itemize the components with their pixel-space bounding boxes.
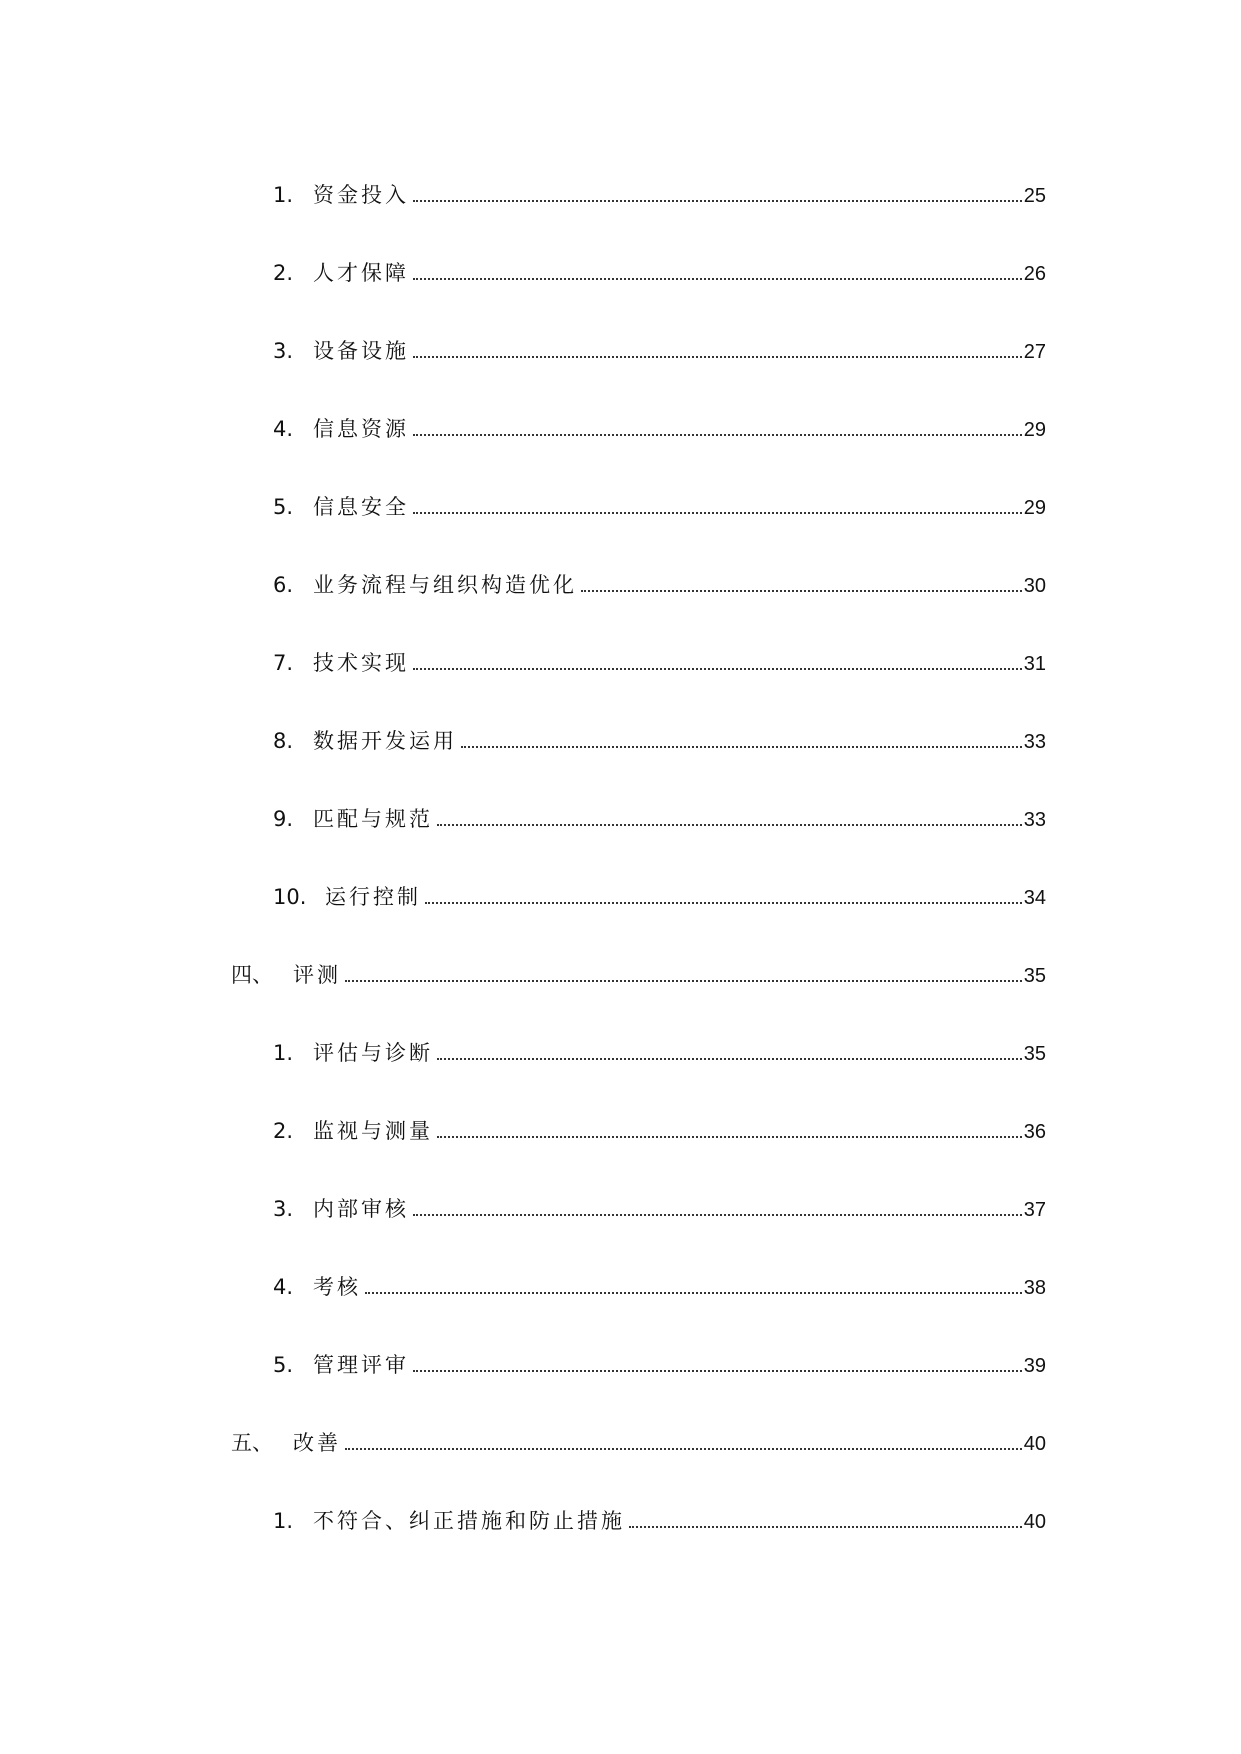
toc-entry-number: 8. bbox=[273, 729, 294, 753]
toc-dot-leader bbox=[413, 1370, 1022, 1372]
toc-dot-leader bbox=[581, 590, 1022, 592]
toc-entry-number: 4. bbox=[273, 417, 294, 441]
toc-entry-page: 35 bbox=[1023, 1043, 1046, 1065]
toc-entry-number: 5. bbox=[273, 1353, 294, 1377]
toc-entry[interactable] bbox=[273, 248, 1046, 284]
toc-entry-title: 信息安全 bbox=[313, 495, 409, 519]
toc-entry-title: 匹配与规范 bbox=[313, 807, 433, 831]
toc-entry-page: 38 bbox=[1023, 1277, 1046, 1299]
toc-entry-page: 39 bbox=[1023, 1355, 1046, 1377]
toc-entry-number: 3. bbox=[273, 339, 294, 363]
toc-entry-title: 运行控制 bbox=[325, 885, 421, 909]
toc-dot-leader bbox=[413, 278, 1022, 280]
toc-entry-number: 10. bbox=[273, 885, 307, 909]
toc-entry-page: 40 bbox=[1023, 1511, 1046, 1533]
toc-entry-number: 2. bbox=[273, 1119, 294, 1143]
toc-entry-page: 26 bbox=[1023, 263, 1046, 285]
toc-section-entry[interactable] bbox=[231, 1418, 1046, 1454]
toc-entry-number: 5. bbox=[273, 495, 294, 519]
toc-entry-number: 7. bbox=[273, 651, 294, 675]
toc-entry[interactable] bbox=[273, 1028, 1046, 1064]
toc-entry-page: 33 bbox=[1023, 731, 1046, 753]
toc-entry[interactable] bbox=[273, 482, 1046, 518]
toc-entry-title: 监视与测量 bbox=[313, 1119, 433, 1143]
toc-dot-leader bbox=[413, 668, 1022, 670]
toc-section-entry[interactable] bbox=[231, 950, 1046, 986]
toc-entry[interactable] bbox=[273, 1262, 1046, 1298]
toc-entry-page: 35 bbox=[1023, 965, 1046, 987]
toc-entry-title: 内部审核 bbox=[313, 1197, 409, 1221]
toc-entry-title: 业务流程与组织构造优化 bbox=[313, 573, 577, 597]
toc-entry[interactable] bbox=[273, 1496, 1046, 1532]
toc-entry-title: 数据开发运用 bbox=[313, 729, 457, 753]
toc-entry-page: 30 bbox=[1023, 575, 1046, 597]
toc-dot-leader bbox=[425, 902, 1022, 904]
toc-entry-page: 25 bbox=[1023, 185, 1046, 207]
toc-entry-page: 31 bbox=[1023, 653, 1046, 675]
toc-entry[interactable] bbox=[273, 638, 1046, 674]
toc-entry-number: 4. bbox=[273, 1275, 294, 1299]
toc-entry-title: 不符合、纠正措施和防止措施 bbox=[313, 1509, 625, 1533]
toc-entry-page: 29 bbox=[1023, 419, 1046, 441]
toc-entry-title: 信息资源 bbox=[313, 417, 409, 441]
toc-entry-title: 设备设施 bbox=[313, 339, 409, 363]
toc-entry[interactable] bbox=[273, 170, 1046, 206]
toc-section-title: 评测 bbox=[293, 963, 341, 987]
toc-entry[interactable] bbox=[273, 326, 1046, 362]
toc-dot-leader bbox=[345, 980, 1022, 982]
toc-entry-page: 29 bbox=[1023, 497, 1046, 519]
toc-entry-page: 37 bbox=[1023, 1199, 1046, 1221]
toc-entry-number: 1. bbox=[273, 1041, 294, 1065]
toc-entry[interactable] bbox=[273, 404, 1046, 440]
toc-dot-leader bbox=[345, 1448, 1022, 1450]
toc-dot-leader bbox=[413, 512, 1022, 514]
toc-entry-number: 1. bbox=[273, 183, 294, 207]
toc-section-number: 四、 bbox=[231, 963, 273, 987]
toc-entry-page: 27 bbox=[1023, 341, 1046, 363]
toc-entry-title: 技术实现 bbox=[313, 651, 409, 675]
toc-entry[interactable] bbox=[273, 872, 1046, 908]
toc-entry-number: 9. bbox=[273, 807, 294, 831]
toc-dot-leader bbox=[413, 200, 1022, 202]
toc-entry[interactable] bbox=[273, 1184, 1046, 1220]
toc-entry[interactable] bbox=[273, 794, 1046, 830]
toc-dot-leader bbox=[461, 746, 1022, 748]
toc-entry-page: 36 bbox=[1023, 1121, 1046, 1143]
toc-entry[interactable] bbox=[273, 1340, 1046, 1376]
toc-dot-leader bbox=[437, 1136, 1022, 1138]
toc-entry[interactable] bbox=[273, 716, 1046, 752]
toc-dot-leader bbox=[629, 1526, 1022, 1528]
toc-section-number: 五、 bbox=[231, 1431, 273, 1455]
toc-entry-page: 34 bbox=[1023, 887, 1046, 909]
toc-entry-title: 资金投入 bbox=[313, 183, 409, 207]
toc-entry[interactable] bbox=[273, 560, 1046, 596]
toc-entry-number: 2. bbox=[273, 261, 294, 285]
toc-entry[interactable] bbox=[273, 1106, 1046, 1142]
toc-entry-number: 3. bbox=[273, 1197, 294, 1221]
toc-entry-number: 6. bbox=[273, 573, 294, 597]
toc-entry-page: 33 bbox=[1023, 809, 1046, 831]
toc-entry-number: 1. bbox=[273, 1509, 294, 1533]
toc-dot-leader bbox=[365, 1292, 1022, 1294]
toc-entry-title: 管理评审 bbox=[313, 1353, 409, 1377]
toc-entry-page: 40 bbox=[1023, 1433, 1046, 1455]
toc-section-title: 改善 bbox=[293, 1431, 341, 1455]
toc-entry-title: 人才保障 bbox=[313, 261, 409, 285]
toc-entry-title: 评估与诊断 bbox=[313, 1041, 433, 1065]
toc-dot-leader bbox=[437, 1058, 1022, 1060]
toc-dot-leader bbox=[413, 434, 1022, 436]
toc-dot-leader bbox=[437, 824, 1022, 826]
toc-entry-title: 考核 bbox=[313, 1275, 361, 1299]
toc-dot-leader bbox=[413, 356, 1022, 358]
toc-dot-leader bbox=[413, 1214, 1022, 1216]
